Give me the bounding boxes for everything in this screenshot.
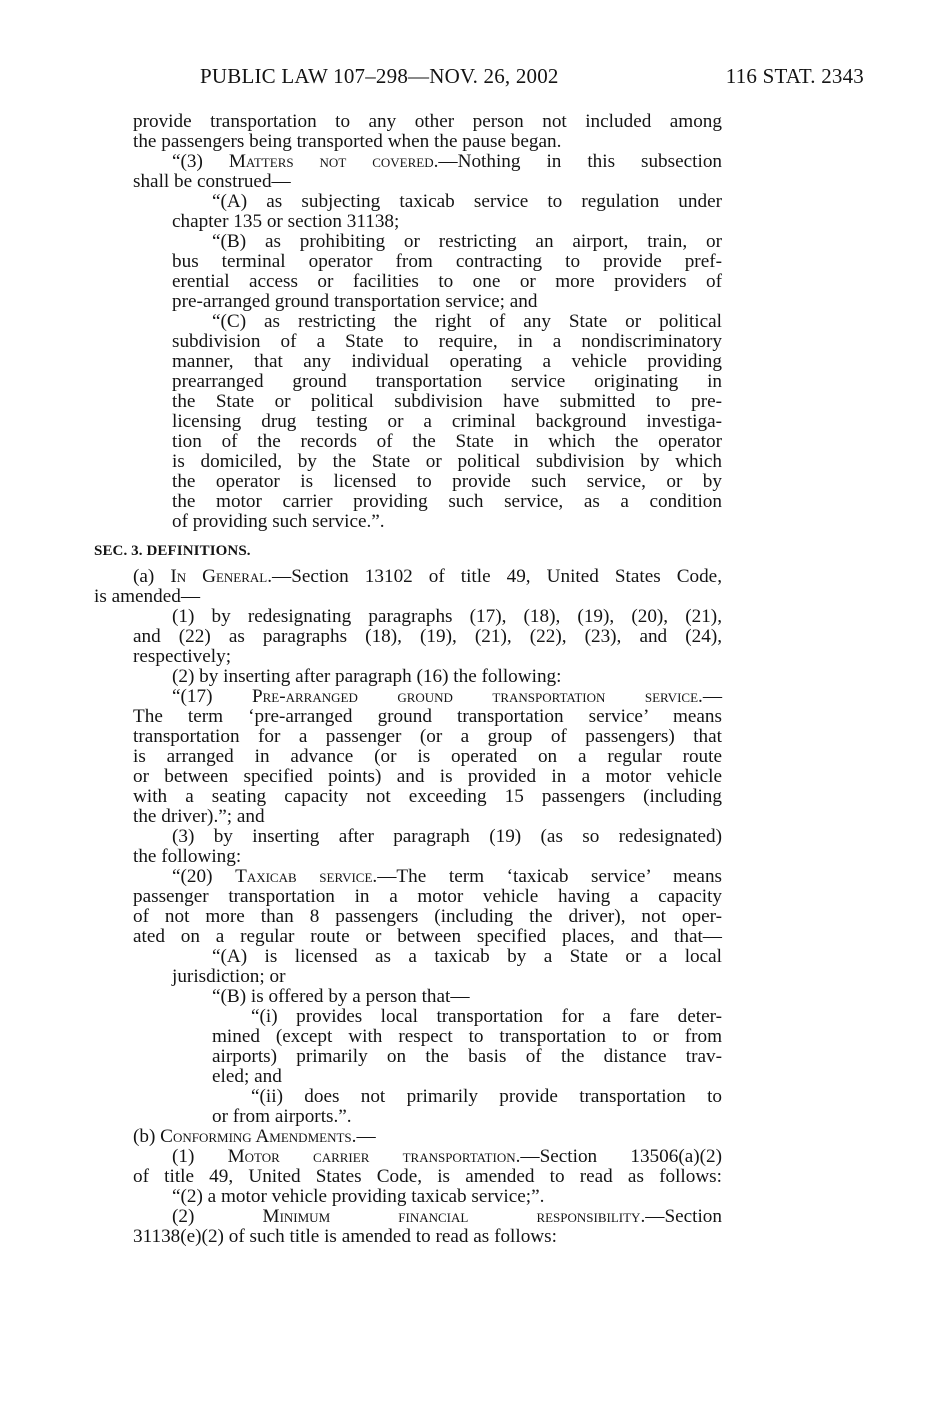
text-line: “(3) Matters not covered.—Nothing in this subsection [172,151,723,172]
text-line: prearranged ground transportation service originating in [172,371,722,392]
text-line: subdivision of a State to require, in a nondiscriminatory [172,331,722,352]
text-line: “(A) as subjecting taxicab service to regulation under [212,191,722,212]
text-line: “(2) a motor vehicle providing taxicab service;”. [172,1186,545,1207]
text-line: “(B) as prohibiting or restricting an airport, train, or [212,231,722,252]
text-line: 31138(e)(2) of such title is amended to read as follows: [133,1226,557,1247]
text-line: jurisdiction; or [172,966,286,987]
text-line: airports) primarily on the basis of the distance trav- [212,1046,722,1067]
text-line: “(ii) does not primarily provide transportation to [251,1086,722,1107]
text-line: the driver).”; and [133,806,265,827]
text-line: chapter 135 or section 31138; [172,211,400,232]
text-line: ated on a regular route or between specified places, and that— [133,926,722,947]
text-line: “(20) Taxicab service.—The term ‘taxicab service’ means [172,866,722,887]
text-line: is domiciled, by the State or political subdivision by which [172,451,722,472]
text-line: manner, that any individual operating a vehicle providing [172,351,722,372]
text-line: (3) by inserting after paragraph (19) (as so redesignated) [172,826,722,847]
text-line: and (22) as paragraphs (18), (19), (21), (22), (23), and (24), [133,626,722,647]
text-line: of not more than 8 passengers (including the driver), not oper- [133,906,722,927]
text-line: “(A) is licensed as a taxicab by a State or a local [212,946,722,967]
text-line: respectively; [133,646,232,667]
text-line: shall be construed— [133,171,291,192]
text-line: (2) by inserting after paragraph (16) the following: [172,666,562,687]
text-line: “(i) provides local transportation for a fare deter- [251,1006,722,1027]
text-line: (a) In General.—Section 13102 of title 49, United States Code, [133,566,722,587]
text-line: passenger transportation in a motor vehicle having a capacity [133,886,722,907]
text-line: tion of the records of the State in which the operator [172,431,722,452]
text-line: or from airports.”. [212,1106,352,1127]
text-line: (1) Motor carrier transportation.—Section 13506(a)(2) [172,1146,722,1167]
text-line: is amended— [94,586,201,607]
text-line: “(B) is offered by a person that— [212,986,470,1007]
text-line: licensing drug testing or a criminal background investiga- [172,411,722,432]
text-line: with a seating capacity not exceeding 15 passengers (including [133,786,722,807]
text-line: the State or political subdivision have submitted to pre- [172,391,722,412]
text-line: is arranged in advance (or is operated on a regular route [133,746,722,767]
section-heading: SEC. 3. DEFINITIONS. [94,543,251,559]
text-line: the following: [133,846,242,867]
text-line: (1) by redesignating paragraphs (17), (18), (19), (20), (21), [172,606,722,627]
text-line: or between specified points) and is provided in a motor vehicle [133,766,722,787]
text-line: “(C) as restricting the right of any State or political [212,311,722,332]
header-page-number: 116 STAT. 2343 [725,64,864,88]
text-line: bus terminal operator from contracting to provide pref- [172,251,722,272]
text-line: erential access or facilities to one or more providers of [172,271,722,292]
text-line: the passengers being transported when the pause began. [133,131,562,152]
text-line: eled; and [212,1066,282,1087]
text-line: of title 49, United States Code, is amended to read as follows: [133,1166,722,1187]
text-line: (b) Conforming Amendments.— [133,1126,376,1147]
text-line: “(17) Pre-arranged ground transportation service.— [172,686,722,707]
text-line: mined (except with respect to transportation to or from [212,1026,722,1047]
text-line: pre-arranged ground transportation service; and [172,291,538,312]
header-citation: PUBLIC LAW 107–298—NOV. 26, 2002 [200,64,559,88]
text-line: transportation for a passenger (or a group of passengers) that [133,726,722,747]
text-line: the motor carrier providing such service, as a condition [172,491,722,512]
text-line: the operator is licensed to provide such service, or by [172,471,722,492]
text-line: (2) Minimum financial responsibility.—Section [172,1206,722,1227]
text-line: of providing such service.”. [172,511,385,532]
text-line: The term ‘pre-arranged ground transportation service’ means [133,706,722,727]
text-line: provide transportation to any other person not included among [133,111,722,132]
